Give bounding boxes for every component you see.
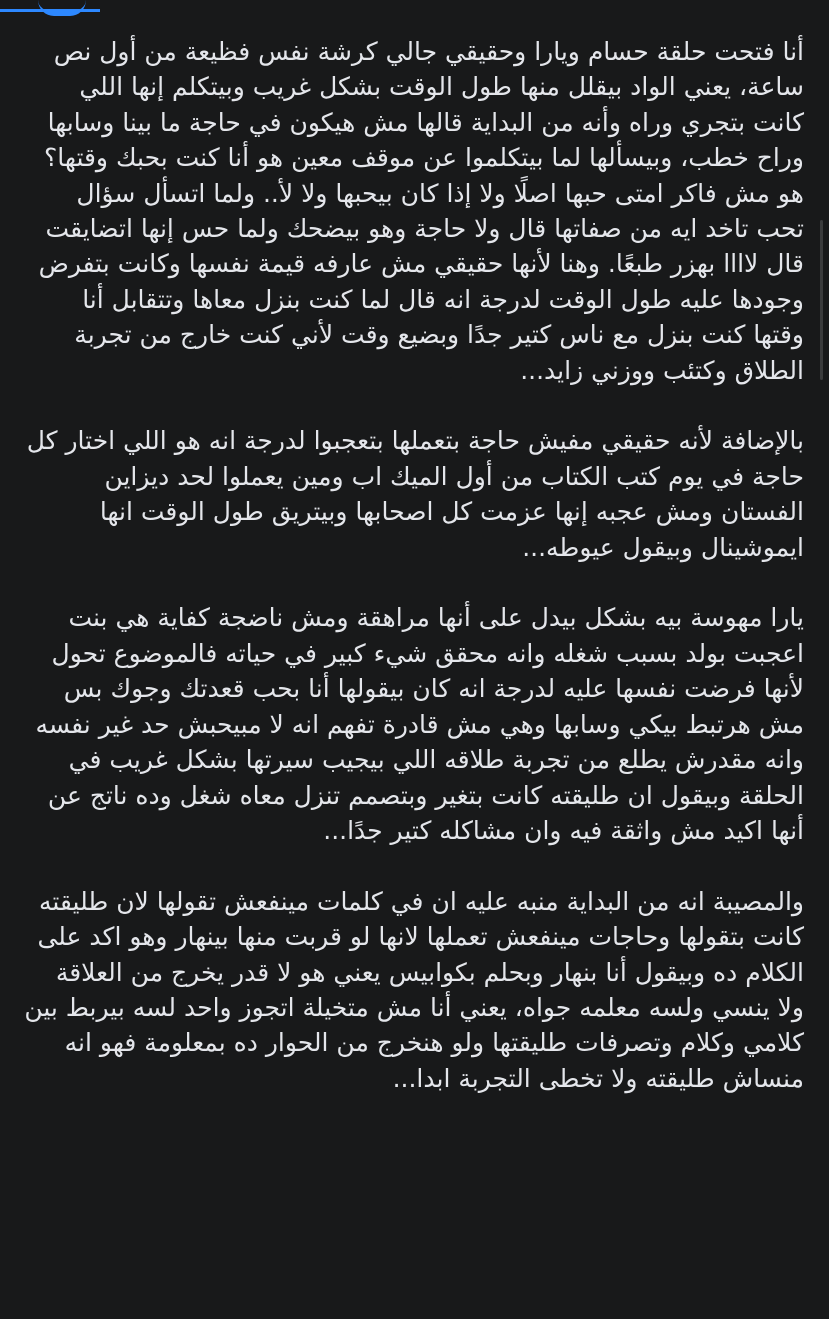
active-tab-indicator [0,0,100,14]
post-paragraph: بالإضافة لأنه حقيقي مفيش حاجة بتعملها بتعجبوا لدرجة انه هو اللي اختار كل حاجة في يوم كتب الكتاب من أول الميك اب ومين يعملوا لحد ديزاين الفستان ومش عجبه إنها عزمت كل اصحابها وبيتريق طول الوقت انها ايموشينال وبيقول عيوطه... [26,426,804,562]
post-paragraph: والمصيبة انه من البداية منبه عليه ان في كلمات مينفعش تقولها لان طليقته كانت بتقولها وحاجات مينفعش تعملها لانها لو قربت منها بينهار وهو اكد على الكلام ده وبيقول أنا بنهار وبحلم بكوابيس يعني هو لا قدر يخرج من العلاقة ولا ينسي ولسه معلمه جواه، يعني أنا مش متخيلة اتجوز واحد لسه بيربط بين كلامي وكلام وتصرفات طليقتها ولو هنخرج من الحوار ده بمعلومة فهو انه منساش طليقته ولا تخطى التجربة ابدا... [24,886,804,1093]
post-body [24,34,804,1096]
tab-arc [38,0,86,16]
post-paragraph: يارا مهوسة بيه بشكل بيدل على أنها مراهقة ومش ناضجة كفاية هي بنت اعجبت بولد بسبب شغله وانه محقق شيء كبير في حياته فالموضوع تحول لأنها فرضت نفسها عليه لدرجة انه كان بيقولها أنا بحب قعدتك وجوك بس مش هرتبط بيكي وسابها وهي مش قادرة تفهم انه لا مبيحبش حد غير نفسه وانه مقدرش يطلع من تجربة طلاقه اللي بيجيب سيرتها بشكل غريب في الحلقة وبيقول ان طليقته كانت بتغير وبتصمم تنزل معاه شغل وده ناتج عن أنها اكيد مش واثقة فيه وان مشاكله كتير جدًا... [35,603,804,845]
post-paragraph: أنا فتحت حلقة حسام ويارا وحقيقي جالي كرشة نفس فظيعة من أول نص ساعة، يعني الواد بيقلل منها طول الوقت بشكل غريب وبيتكلم إنها اللي كانت بتجري وراه وأنه من البداية قالها مش هيكون في حاجة ما بينا وسابها وراح خطب، وبيسألها لما بيتكلموا عن موقف معين هو أنا كنت بحبك وقتها؟ هو مش فاكر امتى حبها اصلًا ولا إذا كان بيحبها ولا لأ.. ولما اتسأل سؤال تحب تاخد ايه من صفاتها قال ولا حاجة وهو بيضحك ولما حس إنها اتضايقت قال لاااا بهزر طبعًا. وهنا لأنها حقيقي مش عارفه قيمة نفسها وكانت بتفرض وجودها عليه طول الوقت لدرجة انه قال لما كنت بنزل معاها وتتقابل أنا وقتها كنت بنزل مع ناس كتير جدًا وبضيع وقت لأني كنت خارج من تجربة الطلاق وكتئب ووزني زايد... [38,37,804,385]
scrollbar-thumb[interactable] [820,220,823,380]
